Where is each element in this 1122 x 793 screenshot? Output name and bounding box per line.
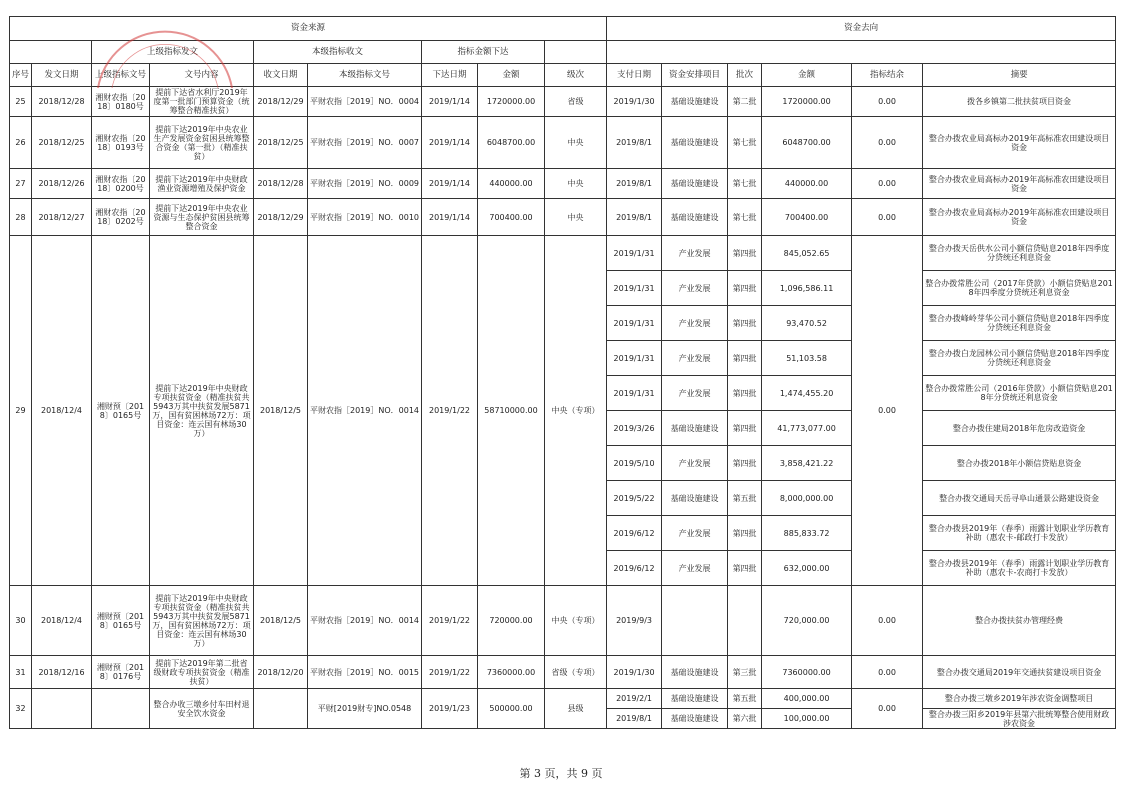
amount-cell: 720000.00 — [478, 586, 545, 656]
level-cell: 省级 — [545, 87, 607, 117]
issue-down-date-cell: 2019/1/23 — [422, 689, 478, 729]
col-summary: 摘要 — [923, 64, 1116, 87]
batch-cell: 第二批 — [728, 87, 762, 117]
pay-amount-cell: 632,000.00 — [762, 551, 852, 586]
balance-cell: 0.00 — [852, 117, 923, 169]
ledger-sheet — [9, 16, 1115, 729]
pay-date-cell: 2019/1/30 — [607, 656, 662, 689]
table-row — [10, 87, 1116, 117]
doc-content-cell: 提前下达2019年中央农业资源与生态保护贫困县统筹整合资金 — [150, 199, 254, 236]
project-cell: 基础设施建设 — [662, 169, 728, 199]
batch-cell: 第四批 — [728, 446, 762, 481]
source-header: 资金来源 — [10, 17, 607, 41]
col-upper-doc-no: 上级指标文号 — [92, 64, 150, 87]
summary-cell: 整合办拨扶贫办管理经费 — [923, 586, 1116, 656]
pay-date-cell: 2019/6/12 — [607, 516, 662, 551]
project-cell: 基础设施建设 — [662, 656, 728, 689]
local-doc-no-cell: 平财农指［2019］NO．0015 — [308, 656, 422, 689]
pay-date-cell: 2019/8/1 — [607, 199, 662, 236]
amount-cell: 440000.00 — [478, 169, 545, 199]
receive-date-cell: 2018/12/20 — [254, 656, 308, 689]
blank-header — [10, 41, 92, 64]
seq-cell: 30 — [10, 586, 32, 656]
project-cell — [662, 586, 728, 656]
pay-date-cell: 2019/1/31 — [607, 376, 662, 411]
pay-date-cell: 2019/1/31 — [607, 236, 662, 271]
pay-date-cell: 2019/6/12 — [607, 551, 662, 586]
doc-content-cell: 提前下达2019年第二批省级财政专项扶贫资金（精准扶贫） — [150, 656, 254, 689]
project-cell: 产业发展 — [662, 551, 728, 586]
project-cell: 基础设施建设 — [662, 709, 728, 729]
batch-cell: 第五批 — [728, 481, 762, 516]
table-row — [10, 586, 1116, 656]
pay-amount-cell: 8,000,000.00 — [762, 481, 852, 516]
summary-cell: 整合办拨常胜公司（2016年贷款）小额信贷贴息2018年分贷统还利息资金 — [923, 376, 1116, 411]
summary-cell: 整合办拨农业局高标办2019年高标准农田建设项目资金 — [923, 169, 1116, 199]
doc-content-cell: 提前下达2019年中央农业生产发展资金贫困县统筹整合资金（第一批）（精准扶贫） — [150, 117, 254, 169]
amount-cell: 58710000.00 — [478, 236, 545, 586]
seq-cell: 26 — [10, 117, 32, 169]
project-cell: 基础设施建设 — [662, 199, 728, 236]
col-balance: 指标结余 — [852, 64, 923, 87]
local-doc-no-cell: 平财农指［2019］NO．0014 — [308, 236, 422, 586]
amount-cell: 1720000.00 — [478, 87, 545, 117]
local-doc-no-cell: 平财农指［2019］NO．0010 — [308, 199, 422, 236]
pay-amount-cell: 440000.00 — [762, 169, 852, 199]
upper-doc-no-cell: 湘财预〔2018〕0165号 — [92, 236, 150, 586]
pay-amount-cell: 3,858,421.22 — [762, 446, 852, 481]
table-row — [10, 117, 1116, 169]
balance-cell: 0.00 — [852, 689, 923, 729]
col-issue-date: 发文日期 — [32, 64, 92, 87]
batch-cell: 第四批 — [728, 306, 762, 341]
pay-date-cell: 2019/1/31 — [607, 306, 662, 341]
table-row — [10, 199, 1116, 236]
local-doc-header: 本级指标收文 — [254, 41, 422, 64]
pay-date-cell: 2019/2/1 — [607, 689, 662, 709]
doc-content-cell: 提前下达省水利厅2019年度第一批部门预算资金（统筹整合精准扶贫） — [150, 87, 254, 117]
pay-amount-cell: 6048700.00 — [762, 117, 852, 169]
project-cell: 产业发展 — [662, 376, 728, 411]
summary-cell: 整合办拨三墩乡2019年涉农资金调整项目 — [923, 689, 1116, 709]
doc-content-cell: 提前下达2019年中央财政渔业资源增殖及保护资金 — [150, 169, 254, 199]
col-pay-date: 支付日期 — [607, 64, 662, 87]
pay-date-cell: 2019/5/10 — [607, 446, 662, 481]
batch-cell: 第四批 — [728, 516, 762, 551]
amount-cell: 500000.00 — [478, 689, 545, 729]
seq-cell: 29 — [10, 236, 32, 586]
upper-doc-no-cell — [92, 689, 150, 729]
pay-date-cell: 2019/8/1 — [607, 169, 662, 199]
batch-cell: 第六批 — [728, 709, 762, 729]
doc-content-cell: 整合办收三墩乡付车田村退安全饮水资金 — [150, 689, 254, 729]
summary-cell: 整合办拨白龙园林公司小额信贷贴息2018年四季度分贷统还利息资金 — [923, 341, 1116, 376]
col-level: 级次 — [545, 64, 607, 87]
summary-cell: 整合办拨县2019年（春季）雨露计划职业学历教育补助（惠农卡-农商打卡发放） — [923, 551, 1116, 586]
table-row — [10, 236, 1116, 271]
pay-amount-cell: 51,103.58 — [762, 341, 852, 376]
batch-cell: 第四批 — [728, 411, 762, 446]
pay-date-cell: 2019/9/3 — [607, 586, 662, 656]
pay-amount-cell: 41,773,077.00 — [762, 411, 852, 446]
summary-cell: 整合办拨县2019年（春季）雨露计划职业学历教育补助（惠农卡-邮政打卡发放） — [923, 516, 1116, 551]
pay-date-cell: 2019/8/1 — [607, 117, 662, 169]
balance-cell: 0.00 — [852, 87, 923, 117]
issue-down-date-cell: 2019/1/22 — [422, 656, 478, 689]
receive-date-cell — [254, 689, 308, 729]
level-cell: 中央 — [545, 199, 607, 236]
upper-doc-no-cell: 湘财农指〔2018〕0193号 — [92, 117, 150, 169]
table-row — [10, 689, 1116, 709]
balance-cell: 0.00 — [852, 586, 923, 656]
pay-amount-cell: 7360000.00 — [762, 656, 852, 689]
upper-doc-header: 上级指标发文 — [92, 41, 254, 64]
pay-date-cell: 2019/8/1 — [607, 709, 662, 729]
table-row — [10, 656, 1116, 689]
summary-cell: 整合办拨农业局高标办2019年高标准农田建设项目资金 — [923, 117, 1116, 169]
summary-cell: 拨各乡镇第二批扶贫项目资金 — [923, 87, 1116, 117]
issue-date-cell: 2018/12/4 — [32, 586, 92, 656]
pay-amount-cell: 400,000.00 — [762, 689, 852, 709]
pay-amount-cell: 1720000.00 — [762, 87, 852, 117]
col-batch: 批次 — [728, 64, 762, 87]
pay-amount-cell: 93,470.52 — [762, 306, 852, 341]
col-receive-date: 收文日期 — [254, 64, 308, 87]
pay-amount-cell: 1,096,586.11 — [762, 271, 852, 306]
col-pay-amount: 金额 — [762, 64, 852, 87]
col-local-doc-no: 本级指标文号 — [308, 64, 422, 87]
receive-date-cell: 2018/12/29 — [254, 87, 308, 117]
summary-cell: 整合办拨住建局2018年危房改造资金 — [923, 411, 1116, 446]
upper-doc-no-cell: 湘财农指〔2018〕0180号 — [92, 87, 150, 117]
batch-cell: 第四批 — [728, 236, 762, 271]
project-cell: 产业发展 — [662, 446, 728, 481]
project-cell: 产业发展 — [662, 236, 728, 271]
balance-cell: 0.00 — [852, 656, 923, 689]
receive-date-cell: 2018/12/28 — [254, 169, 308, 199]
level-cell: 中央 — [545, 117, 607, 169]
upper-doc-no-cell: 湘财农指〔2018〕0200号 — [92, 169, 150, 199]
col-issue-down-date: 下达日期 — [422, 64, 478, 87]
seq-cell: 28 — [10, 199, 32, 236]
upper-doc-no-cell: 湘财农指〔2018〕0202号 — [92, 199, 150, 236]
batch-cell: 第三批 — [728, 656, 762, 689]
project-cell: 基础设施建设 — [662, 481, 728, 516]
issue-date-cell: 2018/12/27 — [32, 199, 92, 236]
amount-cell: 700400.00 — [478, 199, 545, 236]
batch-cell: 第七批 — [728, 199, 762, 236]
issue-down-date-cell: 2019/1/14 — [422, 87, 478, 117]
summary-cell: 整合办拨天岳供水公司小额信贷贴息2018年四季度分贷统还利息资金 — [923, 236, 1116, 271]
project-cell: 产业发展 — [662, 271, 728, 306]
summary-cell: 整合办拨三阳乡2019年县第六批统筹整合使用财政涉农资金 — [923, 709, 1116, 729]
col-amount: 金额 — [478, 64, 545, 87]
level-cell: 中央（专项） — [545, 586, 607, 656]
batch-cell: 第四批 — [728, 341, 762, 376]
level-cell: 县级 — [545, 689, 607, 729]
issue-date-cell: 2018/12/16 — [32, 656, 92, 689]
level-cell: 省级（专项） — [545, 656, 607, 689]
level-cell: 中央（专项） — [545, 236, 607, 586]
upper-doc-no-cell: 湘财预〔2018〕0176号 — [92, 656, 150, 689]
issue-date-cell — [32, 689, 92, 729]
pay-amount-cell: 1,474,455.20 — [762, 376, 852, 411]
balance-cell: 0.00 — [852, 199, 923, 236]
upper-doc-no-cell: 湘财预〔2018〕0165号 — [92, 586, 150, 656]
destination-header: 资金去向 — [607, 17, 1116, 41]
summary-cell: 整合办拨交通局天岳寻阜山通景公路建设资金 — [923, 481, 1116, 516]
balance-cell: 0.00 — [852, 169, 923, 199]
pay-date-cell: 2019/3/26 — [607, 411, 662, 446]
pay-date-cell: 2019/5/22 — [607, 481, 662, 516]
balance-cell: 0.00 — [852, 236, 923, 586]
project-cell: 基础设施建设 — [662, 689, 728, 709]
local-doc-no-cell: 平财农指［2019］NO．0009 — [308, 169, 422, 199]
seq-cell: 27 — [10, 169, 32, 199]
pay-date-cell: 2019/1/30 — [607, 87, 662, 117]
blank-header — [545, 41, 607, 64]
issue-date-cell: 2018/12/25 — [32, 117, 92, 169]
batch-cell: 第四批 — [728, 551, 762, 586]
issue-down-date-cell: 2019/1/14 — [422, 199, 478, 236]
page-footer: 第 3 页，共 9 页 — [519, 767, 603, 780]
pay-amount-cell: 100,000.00 — [762, 709, 852, 729]
local-doc-no-cell: 平财农指［2019］NO．0007 — [308, 117, 422, 169]
project-cell: 基础设施建设 — [662, 87, 728, 117]
project-cell: 基础设施建设 — [662, 117, 728, 169]
summary-cell: 整合办拨交通局2019年交通扶贫建设项目资金 — [923, 656, 1116, 689]
pay-amount-cell: 845,052.65 — [762, 236, 852, 271]
issue-date-cell: 2018/12/28 — [32, 87, 92, 117]
issue-down-date-cell: 2019/1/22 — [422, 586, 478, 656]
issue-date-cell: 2018/12/26 — [32, 169, 92, 199]
batch-cell — [728, 586, 762, 656]
ledger-body — [10, 87, 1116, 729]
issue-down-date-cell: 2019/1/14 — [422, 117, 478, 169]
summary-cell: 整合办拨峰岭芽华公司小额信贷贴息2018年四季度分贷统还利息资金 — [923, 306, 1116, 341]
table-row — [10, 169, 1116, 199]
batch-cell: 第七批 — [728, 117, 762, 169]
pay-date-cell: 2019/1/31 — [607, 271, 662, 306]
receive-date-cell: 2018/12/25 — [254, 117, 308, 169]
seq-cell: 31 — [10, 656, 32, 689]
batch-cell: 第四批 — [728, 376, 762, 411]
batch-cell: 第七批 — [728, 169, 762, 199]
project-cell: 产业发展 — [662, 516, 728, 551]
receive-date-cell: 2018/12/29 — [254, 199, 308, 236]
batch-cell: 第五批 — [728, 689, 762, 709]
local-doc-no-cell: 平财农指［2019］NO．0014 — [308, 586, 422, 656]
project-cell: 基础设施建设 — [662, 411, 728, 446]
doc-content-cell: 提前下达2019年中央财政专项扶贫资金（精准扶贫共5943万其中扶贫发展5871万，国有贫困林场72万：项目资金：连云国有林场30万） — [150, 236, 254, 586]
doc-content-cell: 提前下达2019年中央财政专项扶贫资金（精准扶贫共5943万其中扶贫发展5871万，国有贫困林场72万：项目资金：连云国有林场30万） — [150, 586, 254, 656]
blank-header — [607, 41, 1116, 64]
issue-down-date-cell: 2019/1/22 — [422, 236, 478, 586]
amount-cell: 6048700.00 — [478, 117, 545, 169]
level-cell: 中央 — [545, 169, 607, 199]
local-doc-no-cell: 平财农指［2019］NO．0004 — [308, 87, 422, 117]
receive-date-cell: 2018/12/5 — [254, 236, 308, 586]
fund-ledger-table — [9, 16, 1116, 729]
project-cell: 产业发展 — [662, 341, 728, 376]
pay-amount-cell: 700400.00 — [762, 199, 852, 236]
amount-issued-header: 指标金额下达 — [422, 41, 545, 64]
receive-date-cell: 2018/12/5 — [254, 586, 308, 656]
pay-amount-cell: 720,000.00 — [762, 586, 852, 656]
project-cell: 产业发展 — [662, 306, 728, 341]
summary-cell: 整合办拨农业局高标办2019年高标准农田建设项目资金 — [923, 199, 1116, 236]
issue-down-date-cell: 2019/1/14 — [422, 169, 478, 199]
seq-cell: 32 — [10, 689, 32, 729]
col-doc-content: 文号内容 — [150, 64, 254, 87]
summary-cell: 整合办拨2018年小额信贷贴息资金 — [923, 446, 1116, 481]
issue-date-cell: 2018/12/4 — [32, 236, 92, 586]
pay-date-cell: 2019/1/31 — [607, 341, 662, 376]
col-project: 资金安排项目 — [662, 64, 728, 87]
pay-amount-cell: 885,833.72 — [762, 516, 852, 551]
local-doc-no-cell: 平财[2019财专]NO.0548 — [308, 689, 422, 729]
seq-cell: 25 — [10, 87, 32, 117]
summary-cell: 整合办拨常胜公司（2017年贷款）小额信贷贴息2018年四季度分贷统还利息资金 — [923, 271, 1116, 306]
col-seq: 序号 — [10, 64, 32, 87]
batch-cell: 第四批 — [728, 271, 762, 306]
amount-cell: 7360000.00 — [478, 656, 545, 689]
